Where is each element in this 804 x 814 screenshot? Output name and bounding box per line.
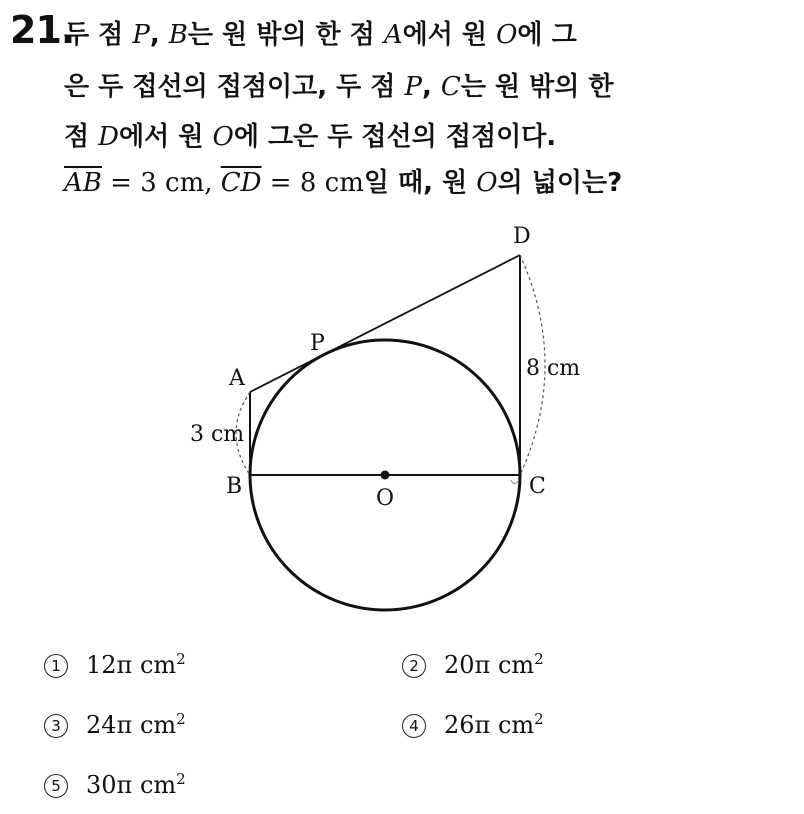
label-o: O — [376, 486, 395, 511]
choice-3-marker: 3 — [44, 714, 68, 738]
q4-text-a: 일 때, 원 — [363, 168, 477, 198]
q2-text-a: 은 두 접선의 접점이고, 두 점 — [64, 72, 405, 102]
q2-text-b: , — [421, 72, 441, 102]
choice-5[interactable] — [44, 770, 186, 799]
q4-text-b: 의 넓이는? — [497, 168, 623, 198]
q3-text-c: 에 그은 두 접선의 접점이다. — [233, 122, 557, 152]
q1-point-p: P — [132, 20, 150, 50]
choice-3-exponent: 2 — [176, 710, 186, 728]
label-d: D — [513, 224, 531, 249]
segment-ab: $\overline{AB}$ — [64, 168, 102, 198]
choice-4-value: 26π cm — [444, 711, 535, 739]
q4-point-o: O — [476, 168, 498, 198]
q1-point-o: O — [496, 20, 518, 50]
tangent-line-ad — [250, 255, 520, 392]
center-point-o — [381, 471, 390, 480]
choice-1-marker: 1 — [44, 654, 68, 678]
choice-1-exponent: 2 — [176, 650, 186, 668]
q1-text-b: , — [149, 20, 169, 50]
label-c: C — [529, 474, 546, 499]
label-p: P — [310, 331, 325, 356]
choice-2-marker: 2 — [402, 654, 426, 678]
q1-text-e: 에 그 — [517, 20, 577, 50]
choice-2-exponent: 2 — [534, 650, 544, 668]
choice-4[interactable] — [402, 710, 544, 739]
q4-eq-2: = 8 cm — [261, 168, 364, 198]
q2-point-c: C — [440, 72, 461, 102]
label-a: A — [229, 366, 245, 391]
choice-1-value: 12π cm — [86, 651, 177, 679]
q1-text-d: 에서 원 — [402, 20, 497, 50]
q3-text-b: 에서 원 — [119, 122, 213, 152]
label-b: B — [226, 474, 243, 499]
q1-point-b: B — [168, 20, 188, 50]
q3-text-a: 점 — [64, 122, 99, 152]
q1-text-c: 는 원 밖의 한 점 — [187, 20, 384, 50]
choice-1[interactable] — [44, 650, 186, 679]
choice-4-exponent: 2 — [534, 710, 544, 728]
q2-point-p: P — [404, 72, 422, 102]
q1-point-a: A — [383, 20, 403, 50]
label-cd-length: 8 cm — [526, 356, 581, 381]
segment-cd: $\overline{CD}$ — [220, 168, 262, 198]
q2-text-c: 는 원 밖의 한 — [460, 72, 614, 102]
choice-5-marker: 5 — [44, 774, 68, 798]
question-number: 21. — [10, 8, 75, 52]
choice-3[interactable] — [44, 710, 186, 739]
choice-3-value: 24π cm — [86, 711, 177, 739]
q1-text-a: 두 점 — [64, 20, 133, 50]
choice-2[interactable] — [402, 650, 544, 679]
q3-point-d: D — [98, 122, 120, 152]
q3-point-o: O — [212, 122, 234, 152]
choice-2-value: 20π cm — [444, 651, 535, 679]
choice-4-marker: 4 — [402, 714, 426, 738]
q4-eq-1: = 3 cm, — [101, 168, 221, 198]
label-ab-length: 3 cm — [190, 422, 245, 447]
choice-5-exponent: 2 — [176, 770, 186, 788]
choice-5-value: 30π cm — [86, 771, 177, 799]
right-angle-mark — [511, 480, 518, 484]
